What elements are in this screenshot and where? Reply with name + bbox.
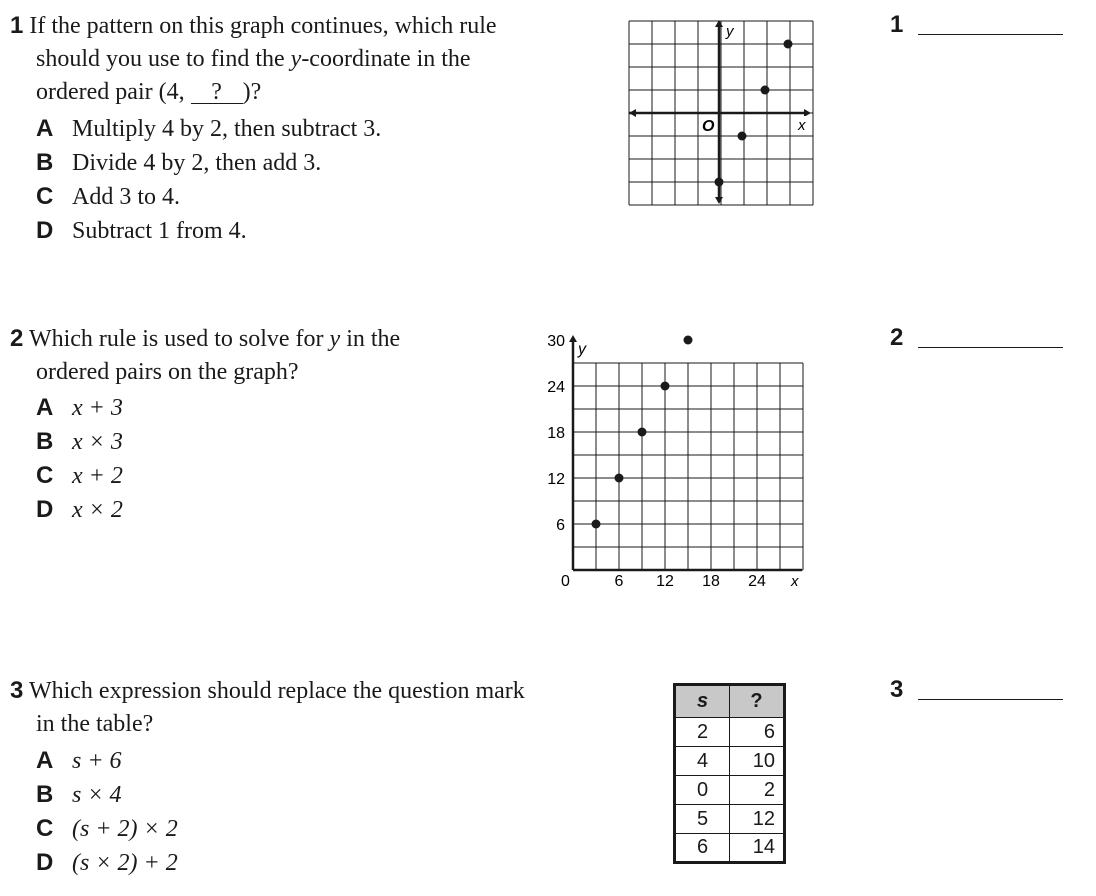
x-tick-label: 18 <box>702 573 720 590</box>
answer-line-1[interactable] <box>918 34 1063 35</box>
choice-a[interactable]: A s + 6 <box>36 747 122 774</box>
answer-line-2[interactable] <box>918 347 1063 348</box>
question-3: 3 Which expression should replace the question mark in the table? A s + 6 B s × 4 C (s + 2) × 2 D (s × 2) + 2 <box>10 674 525 880</box>
data-point <box>715 178 724 187</box>
origin-label: 0 <box>561 573 570 590</box>
y-axis-arrow-up <box>569 335 577 342</box>
x-axis-label: x <box>791 573 799 590</box>
x-tick-label: 6 <box>614 573 624 590</box>
question-1: 1 If the pattern on this graph continues, which rule should you use to find the y-coordinate in the ordered pair (4, ? )? A Multiply 4 by 2, then subtract 3. B Divide 4 by 2, then add 3. C Add 3 to 4. D Subtract 1 from 4. <box>10 9 497 248</box>
choice-b[interactable]: B s × 4 <box>36 781 122 808</box>
graph-2 <box>540 330 820 600</box>
x-axis-arrow-right <box>804 109 811 117</box>
data-point <box>784 40 793 49</box>
question-1-stem: 1 If the pattern on this graph continues, which rule <box>10 12 497 39</box>
y-axis-label: y <box>726 23 734 40</box>
table-row: 2 6 <box>675 718 785 747</box>
answer-label-3: 3 <box>890 676 904 703</box>
question-3-stem: 3 Which expression should replace the question mark <box>10 677 525 704</box>
answer-label-1: 1 <box>890 11 904 38</box>
choice-d[interactable]: D (s × 2) + 2 <box>36 849 178 876</box>
choice-c[interactable]: C Add 3 to 4. <box>36 183 180 210</box>
choice-d[interactable]: D x × 2 <box>36 496 123 523</box>
answer-line-3[interactable] <box>918 699 1063 700</box>
data-point <box>684 336 693 345</box>
graph-1 <box>622 14 822 214</box>
data-point <box>592 520 601 529</box>
blank: ? <box>191 81 243 104</box>
y-axis-arrow-down <box>715 197 723 204</box>
x-tick-label: 12 <box>656 573 674 590</box>
table-header-unknown: ? <box>730 685 785 718</box>
table-header-s: s <box>675 685 730 718</box>
choice-a[interactable]: A Multiply 4 by 2, then subtract 3. <box>36 115 382 142</box>
data-point <box>761 86 770 95</box>
y-tick-label: 12 <box>547 471 565 488</box>
choice-c[interactable]: C x + 2 <box>36 462 123 489</box>
choice-b[interactable]: B Divide 4 by 2, then add 3. <box>36 149 322 176</box>
y-axis-label: y <box>578 341 586 358</box>
y-tick-label: 18 <box>547 425 565 442</box>
question-2-stem: 2 Which rule is used to solve for y in the <box>10 325 401 352</box>
origin-label: O <box>702 118 715 135</box>
y-tick-label: 6 <box>556 517 565 534</box>
function-table <box>673 683 786 864</box>
data-point <box>661 382 670 391</box>
choice-a[interactable]: A x + 3 <box>36 394 123 421</box>
table-row: 5 12 <box>675 805 785 834</box>
data-point <box>615 474 624 483</box>
choice-d[interactable]: D Subtract 1 from 4. <box>36 217 247 244</box>
question-number: 3 <box>10 677 24 704</box>
y-tick-label: 24 <box>547 379 565 396</box>
question-number: 1 <box>10 12 24 39</box>
x-axis-arrow-left <box>629 109 636 117</box>
data-point <box>738 132 747 141</box>
data-point <box>638 428 647 437</box>
question-number: 2 <box>10 325 24 352</box>
table-row: 4 10 <box>675 747 785 776</box>
choice-b[interactable]: B x × 3 <box>36 428 123 455</box>
y-tick-label: 30 <box>547 333 565 350</box>
x-axis-label: x <box>798 117 806 134</box>
table-row: 0 2 <box>675 776 785 805</box>
question-2: 2 Which rule is used to solve for y in the ordered pairs on the graph? A x + 3 B x × 3 C x + 2 D x × 2 <box>10 322 400 527</box>
x-tick-label: 24 <box>748 573 766 590</box>
choice-c[interactable]: C (s + 2) × 2 <box>36 815 178 842</box>
answer-label-2: 2 <box>890 324 904 351</box>
table-row: 6 14 <box>675 834 785 863</box>
